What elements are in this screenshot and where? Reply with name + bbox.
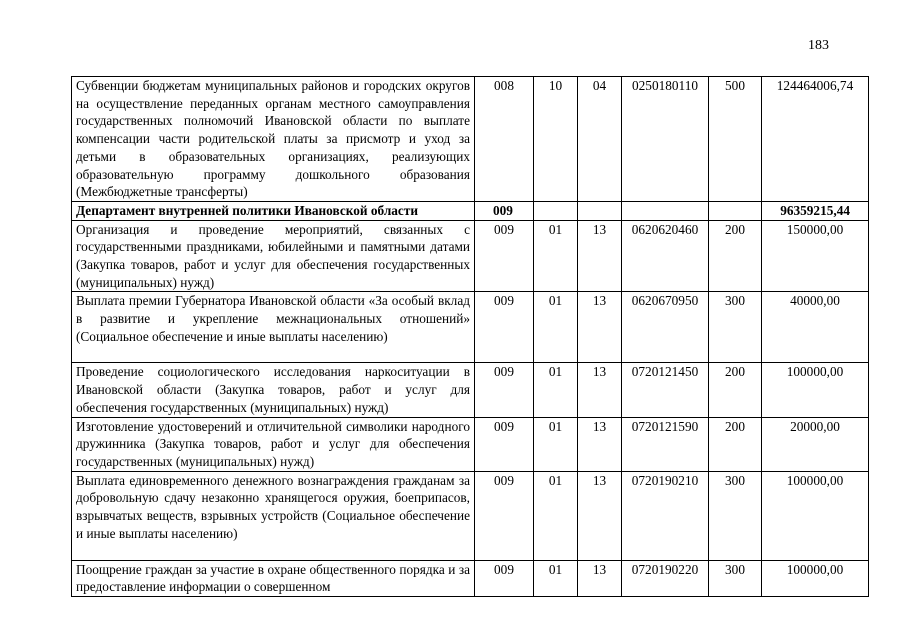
row-gr: 009 bbox=[475, 363, 534, 417]
row-csr: 0620670950 bbox=[622, 292, 709, 363]
row-vr: 300 bbox=[709, 560, 762, 596]
row-sum: 150000,00 bbox=[762, 220, 869, 292]
table-row bbox=[72, 560, 869, 596]
row-pr: 13 bbox=[578, 220, 622, 292]
row-sum: 100000,00 bbox=[762, 560, 869, 596]
page-number: 183 bbox=[808, 38, 829, 53]
row-csr: 0720121450 bbox=[622, 363, 709, 417]
row-pr: 04 bbox=[578, 77, 622, 202]
row-gr: 009 bbox=[475, 201, 534, 220]
row-vr: 200 bbox=[709, 363, 762, 417]
row-sum: 40000,00 bbox=[762, 292, 869, 363]
row-name: Проведение социологического исследования наркоситуации в Ивановской области (Закупка товаров, работ и услуг для обеспечения государственных (муниципальных) нужд) bbox=[72, 363, 475, 417]
row-vr: 200 bbox=[709, 417, 762, 471]
row-sum: 124464006,74 bbox=[762, 77, 869, 202]
row-pr: 13 bbox=[578, 560, 622, 596]
row-name: Выплата премии Губернатора Ивановской области «За особый вклад в развитие и укрепление межнациональных отношений» (Социальное обеспечение и иные выплаты населению) bbox=[72, 292, 475, 363]
row-name: Департамент внутренней политики Ивановской области bbox=[72, 201, 475, 220]
row-pr: 13 bbox=[578, 292, 622, 363]
row-vr: 300 bbox=[709, 471, 762, 560]
row-name: Выплата единовременного денежного вознаграждения гражданам за добровольную сдачу незаконно хранящегося оружия, боеприпасов, взрывчатых веществ, взрывных устройств (Социальное обеспечение и иные выплаты населению) bbox=[72, 471, 475, 560]
row-rz: 01 bbox=[534, 292, 578, 363]
table-row bbox=[72, 471, 869, 560]
row-sum: 96359215,44 bbox=[762, 201, 869, 220]
table-row bbox=[72, 417, 869, 471]
row-rz: 01 bbox=[534, 417, 578, 471]
row-vr: 300 bbox=[709, 292, 762, 363]
row-gr: 009 bbox=[475, 560, 534, 596]
row-gr: 008 bbox=[475, 77, 534, 202]
row-sum: 20000,00 bbox=[762, 417, 869, 471]
row-csr: 0720190220 bbox=[622, 560, 709, 596]
row-rz: 01 bbox=[534, 471, 578, 560]
row-name: Поощрение граждан за участие в охране общественного порядка и за предоставление информации о совершенном bbox=[72, 560, 475, 596]
row-vr bbox=[709, 201, 762, 220]
row-rz: 10 bbox=[534, 77, 578, 202]
table-row bbox=[72, 77, 869, 202]
row-sum: 100000,00 bbox=[762, 471, 869, 560]
row-rz bbox=[534, 201, 578, 220]
row-sum: 100000,00 bbox=[762, 363, 869, 417]
row-csr: 0720121590 bbox=[622, 417, 709, 471]
row-pr: 13 bbox=[578, 417, 622, 471]
row-name: Организация и проведение мероприятий, связанных с государственными праздниками, юбилейными и памятными датами (Закупка товаров, работ и услуг для обеспечения государственных (муниципальных) нужд) bbox=[72, 220, 475, 292]
table-row bbox=[72, 292, 869, 363]
row-rz: 01 bbox=[534, 220, 578, 292]
table-row bbox=[72, 220, 869, 292]
row-gr: 009 bbox=[475, 471, 534, 560]
row-gr: 009 bbox=[475, 292, 534, 363]
row-csr bbox=[622, 201, 709, 220]
row-gr: 009 bbox=[475, 417, 534, 471]
row-pr: 13 bbox=[578, 471, 622, 560]
row-vr: 200 bbox=[709, 220, 762, 292]
row-csr: 0720190210 bbox=[622, 471, 709, 560]
row-csr: 0250180110 bbox=[622, 77, 709, 202]
row-rz: 01 bbox=[534, 363, 578, 417]
table-row-department bbox=[72, 201, 869, 220]
row-pr: 13 bbox=[578, 363, 622, 417]
row-rz: 01 bbox=[534, 560, 578, 596]
row-name: Субвенции бюджетам муниципальных районов и городских округов на осуществление переданных органам местного самоуправления государственных полномочий Ивановской области по выплате компенсации части родительской платы за присмотр и уход за детьми в образовательных организациях, реализующих образовательную программу дошкольного образования (Межбюджетные трансферты) bbox=[72, 77, 475, 202]
row-pr bbox=[578, 201, 622, 220]
row-gr: 009 bbox=[475, 220, 534, 292]
row-name: Изготовление удостоверений и отличительной символики народного дружинника (Закупка товаров, работ и услуг для обеспечения государственных (муниципальных) нужд) bbox=[72, 417, 475, 471]
row-vr: 500 bbox=[709, 77, 762, 202]
row-csr: 0620620460 bbox=[622, 220, 709, 292]
table-row bbox=[72, 363, 869, 417]
budget-table bbox=[71, 76, 869, 597]
